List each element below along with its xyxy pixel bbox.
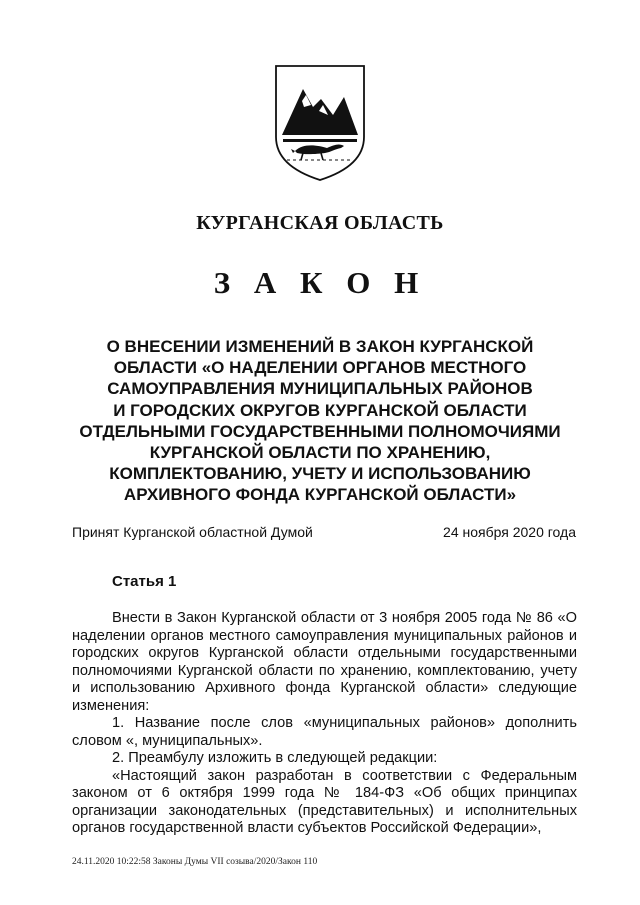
title-line: АРХИВНОГО ФОНДА КУРГАНСКОЙ ОБЛАСТИ» (123, 485, 517, 505)
article-heading: Статья 1 (112, 573, 177, 590)
region-name: КУРГАНСКАЯ ОБЛАСТЬ (196, 212, 444, 234)
adopted-date: 24 ноября 2020 года (443, 524, 576, 540)
kurgan-coat-of-arms-icon (273, 63, 367, 183)
footer-stamp: 24.11.2020 10:22:58 Законы Думы VII созыва/2020/Закон 110 (72, 857, 318, 867)
adoption-line (72, 524, 576, 540)
document-type: З А К О Н (213, 265, 427, 300)
title-line: САМОУПРАВЛЕНИЯ МУНИЦИПАЛЬНЫХ РАЙОНОВ (107, 379, 533, 399)
article-paragraph: Внести в Закон Курганской области от 3 ноября 2005 года № 86 «О наделении органов местного самоуправления муниципальных районов и городских округов Курганской области отдельными государственными полномочиями Курганской области по хранению, комплектованию, учету и использованию Архивного фонда Курганской области» следующие изменения: (72, 610, 577, 714)
article-paragraph: «Настоящий закон разработан в соответствии с Федеральным законом от 6 октября 1999 года № 184-ФЗ «Об общих принципах организации законодательных (представительных) и исполнительных органов государственной власти субъектов Российской Федерации», (72, 767, 577, 836)
title-line: КУРГАНСКОЙ ОБЛАСТИ ПО ХРАНЕНИЮ, (149, 443, 491, 463)
title-line: И ГОРОДСКИХ ОКРУГОВ КУРГАНСКОЙ ОБЛАСТИ (113, 400, 527, 420)
article-body (72, 610, 577, 838)
title-line: ОБЛАСТИ «О НАДЕЛЕНИИ ОРГАНОВ МЕСТНОГО (113, 358, 527, 378)
title-line: ОТДЕЛЬНЫМИ ГОСУДАРСТВЕННЫМИ ПОЛНОМОЧИЯМИ (79, 421, 561, 441)
law-title (60, 336, 580, 506)
article-paragraph: 2. Преамбулу изложить в следующей редакции: (112, 750, 438, 766)
title-line: О ВНЕСЕНИИ ИЗМЕНЕНИЙ В ЗАКОН КУРГАНСКОЙ (106, 337, 534, 356)
title-line: КОМПЛЕКТОВАНИЮ, УЧЕТУ И ИСПОЛЬЗОВАНИЮ (109, 464, 531, 484)
article-paragraph: 1. Название после слов «муниципальных районов» дополнить словом «, муниципальных». (72, 715, 577, 749)
adopted-by: Принят Курганской областной Думой (72, 524, 313, 540)
